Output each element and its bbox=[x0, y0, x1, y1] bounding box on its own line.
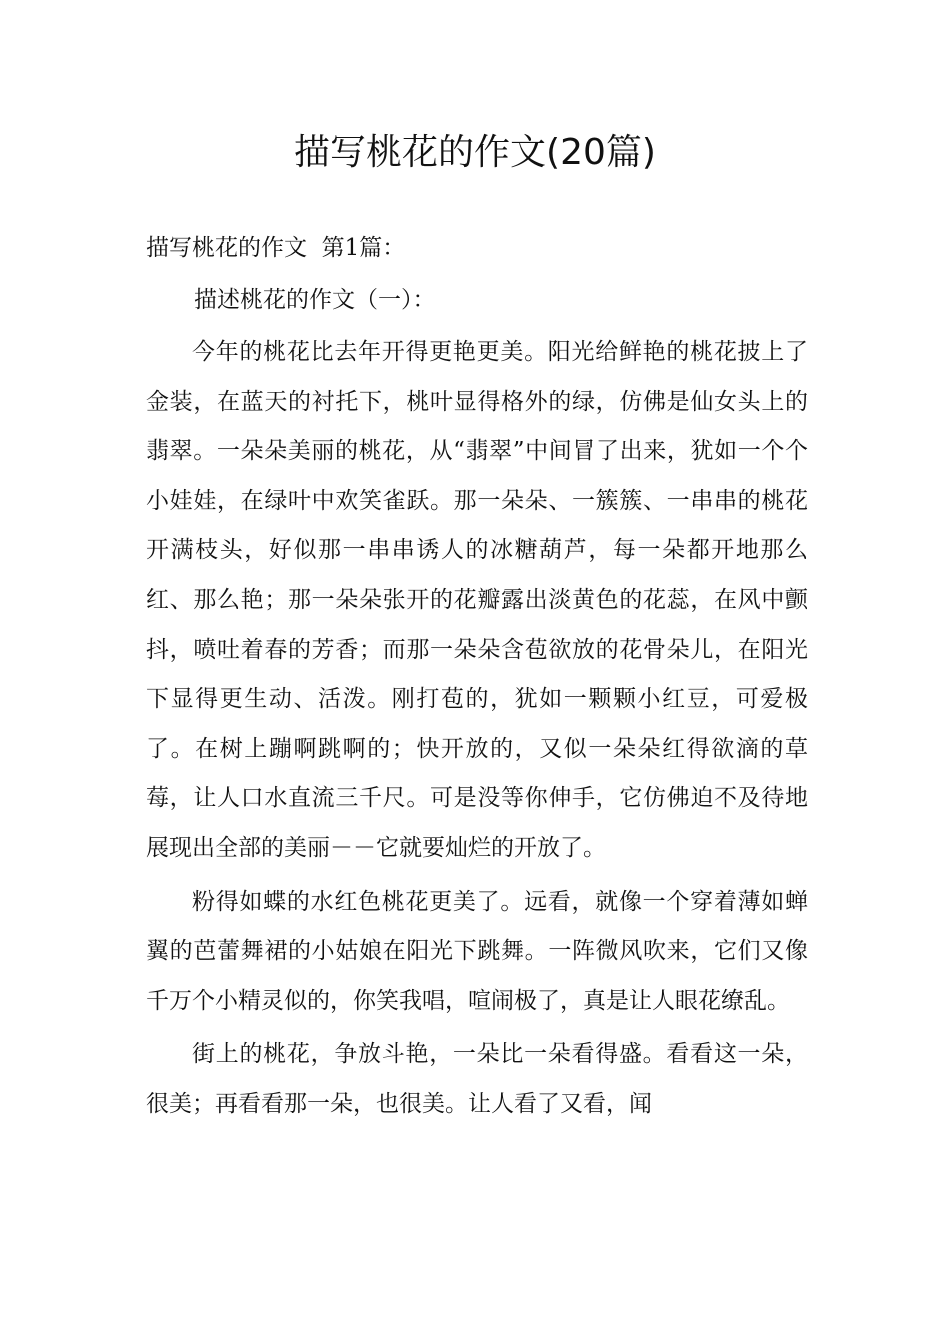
document-title: 描写桃花的作文(20篇) bbox=[294, 132, 656, 173]
body-text bbox=[146, 328, 808, 1134]
section-heading: 描写桃花的作文 第1篇： bbox=[146, 235, 406, 261]
paragraph: 今年的桃花比去年开得更艳更美。阳光给鲜艳的桃花披上了金装，在蓝天的衬托下，桃叶显得格外的绿，仿佛是仙女头上的翡翠。一朵朵美丽的桃花，从“翡翠”中间冒了出来，犹如一个个小娃娃，在绿叶中欢笑雀跃。那一朵朵、一簇簇、一串串的桃花开满枝头，好似那一串串诱人的冰糖葫芦，每一朵都开地那么红、那么艳；那一朵朵张开的花瓣露出淡黄色的花蕊，在风中颤抖，喷吐着春的芳香；而那一朵朵含苞欲放的花骨朵儿，在阳光下显得更生动、活泼。刚打苞的，犹如一颗颗小红豆，可爱极了。在树上蹦啊跳啊的；快开放的，又似一朵朵红得欲滴的草莓，让人口水直流三千尺。可是没等你伸手，它仿佛迫不及待地展现出全部的美丽－－它就要灿烂的开放了。 bbox=[146, 339, 808, 861]
paragraph: 街上的桃花，争放斗艳，一朵比一朵看得盛。看看这一朵，很美；再看看那一朵，也很美。让人看了又看，闻 bbox=[146, 1041, 808, 1117]
paragraph: 粉得如蝶的水红色桃花更美了。远看，就像一个穿着薄如蝉翼的芭蕾舞裙的小姑娘在阳光下跳舞。一阵微风吹来，它们又像千万个小精灵似的，你笑我唱，喧闹极了，真是让人眼花缭乱。 bbox=[146, 888, 808, 1014]
sub-heading: 描述桃花的作文（一）： bbox=[194, 287, 436, 313]
